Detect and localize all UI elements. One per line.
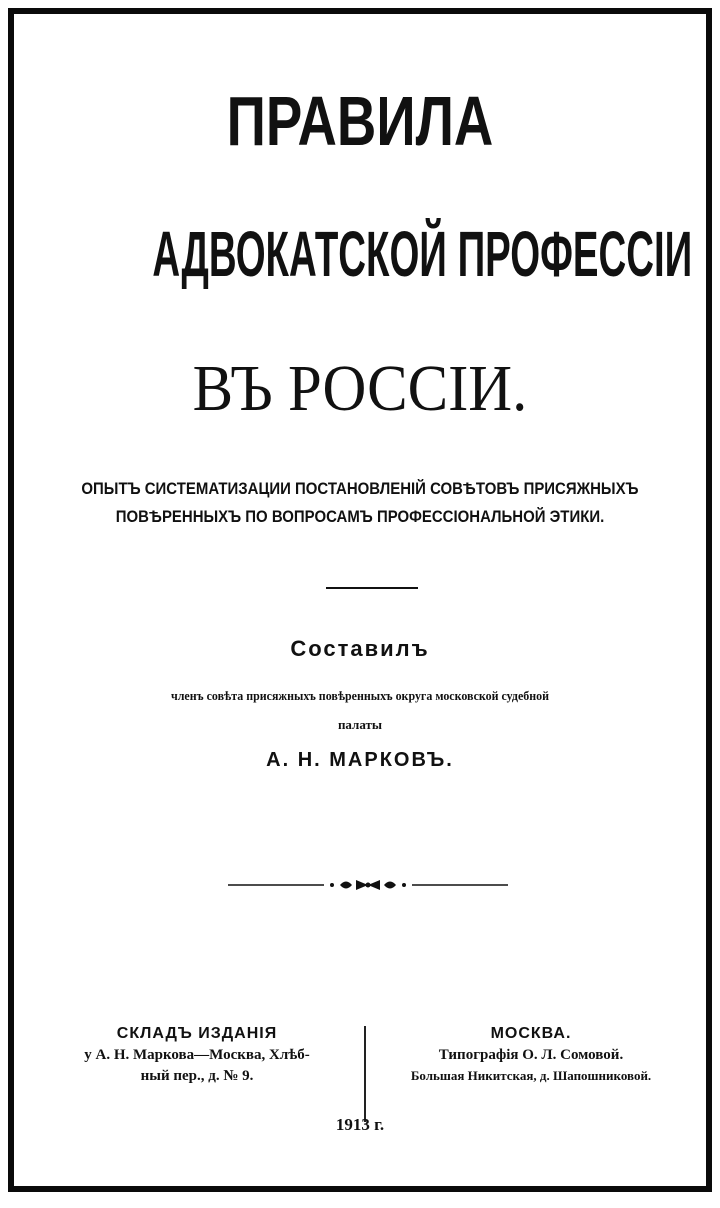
publisher-right-block xyxy=(386,1026,676,1082)
warehouse-address-1: у А. Н. Маркова—Москва, Хлѣб- xyxy=(84,1047,310,1063)
publication-year: 1913 г. xyxy=(335,1115,385,1134)
author-name: А. Н. МАРКОВЪ. xyxy=(266,749,454,771)
divider-rule xyxy=(326,587,418,589)
title-line-3: ВЪ РОССІИ. xyxy=(192,352,528,425)
column-divider xyxy=(364,1026,366,1122)
printer-name: Типографія О. Л. Сомовой. xyxy=(438,1047,624,1063)
warehouse-heading: СКЛАДЪ ИЗДАНІЯ xyxy=(116,1025,278,1042)
title-page xyxy=(8,8,712,1192)
title-line-2: АДВОКАТСКОЙ ПРОФЕССІИ xyxy=(152,218,693,290)
city-heading: МОСКВА. xyxy=(490,1025,572,1042)
subtitle-line-2: ПОВѢРЕННЫХЪ ПО ВОПРОСАМЪ ПРОФЕССІОНАЛЬНОЙ ЭТИКИ. xyxy=(115,507,605,526)
warehouse-address-2: ный пер., д. № 9. xyxy=(140,1068,254,1084)
title-line-1: ПРАВИЛА xyxy=(226,82,494,160)
printer-address: Большая Никитская, д. Шапошниковой. xyxy=(410,1068,652,1083)
subtitle-line-1: ОПЫТЪ СИСТЕМАТИЗАЦИИ ПОСТАНОВЛЕНІЙ СОВѢТОВЪ ПРИСЯЖНЫХЪ xyxy=(81,479,639,498)
ornament-divider xyxy=(228,878,508,892)
compiled-by-label: Составилъ xyxy=(290,636,430,661)
publisher-left-block xyxy=(52,1026,342,1084)
author-position-line-1: членъ совѣта присяжныхъ повѣренныхъ округа московской судебной xyxy=(170,688,550,703)
author-position-line-2: палаты xyxy=(337,717,383,732)
